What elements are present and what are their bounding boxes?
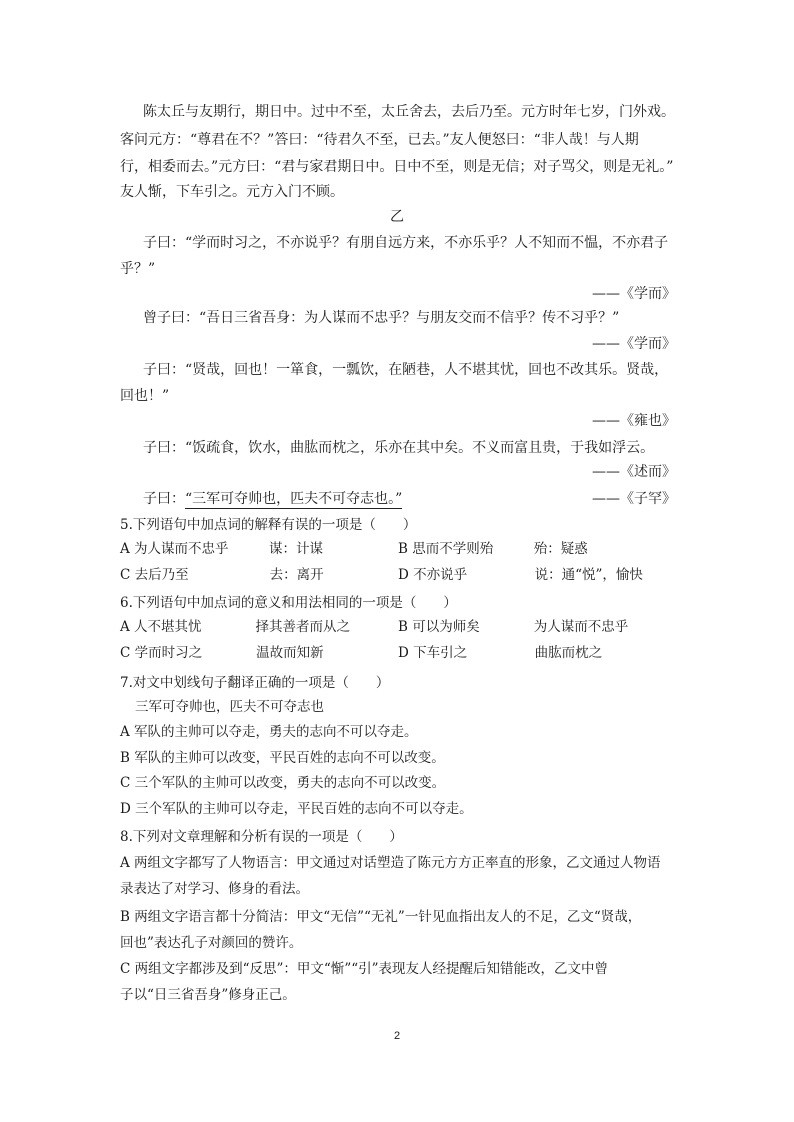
yi-passage-1-line-2: 乎？” <box>120 261 156 277</box>
yi-heading: 乙 <box>390 209 404 225</box>
jia-line-3: 行，相委而去。”元方曰：“君与家君期日中。日中不至，则是无信；对子骂父，则是无礼。” <box>120 159 674 175</box>
q5-stem: 5.下列语句中加点词的解释有误的一项是（ ） <box>120 517 417 533</box>
yi-last-line <box>143 489 402 509</box>
q7-option-c: C 三个军队的主帅可以改变，勇夫的志向不可以改变。 <box>120 775 446 791</box>
q7-option-d: D 三个军队的主帅可以夺走，平民百姓的志向不可以夺走。 <box>120 801 473 817</box>
yi-last-prefix: 子曰： <box>143 491 185 507</box>
q8-line-6: 子以“日三省吾身”修身正己。 <box>120 987 296 1003</box>
q7-stem: 7.对文中划线句子翻译正确的一项是（ ） <box>120 675 390 691</box>
yi-passage-2-line-1: 曾子曰：“吾日三省吾身：为人谋而不忠乎？与朋友交而不信乎？传不习乎？” <box>143 310 620 326</box>
q8-line-3: B 两组文字语言都十分简洁：甲文“无信”“无礼”一针见血指出友人的不足，乙文“贤哉， <box>120 909 642 925</box>
q7-option-a: A 军队的主帅可以夺走，勇夫的志向不可以夺走。 <box>120 724 418 740</box>
yi-passage-1-line-1: 子曰：“学而时习之，不亦说乎？有朋自远方来，不亦乐乎？人不知而不愠，不亦君子 <box>143 235 669 251</box>
q5-option-c: C 去后乃至 去：离开 <box>120 567 324 583</box>
q8-line-2: 录表达了对学习、修身的看法。 <box>120 881 309 897</box>
q6-option-c: C 学而时习之 温故而知新 <box>120 645 324 661</box>
q8-line-5: C 两组文字都涉及到“反思”：甲文“惭”“引”表现友人经提醒后知错能改，乙文中曾 <box>120 961 609 977</box>
q6-stem: 6.下列语句中加点词的意义和用法相同的一项是（ ） <box>120 595 457 611</box>
q5-option-b: B 思而不学则殆 殆：疑惑 <box>398 541 588 557</box>
jia-line-4: 友人惭，下车引之。元方入门不顾。 <box>120 184 344 200</box>
q5-option-a: A 为人谋而不忠乎 谋：计谋 <box>120 541 324 557</box>
yi-passage-3-line-2: 回也！” <box>120 388 170 404</box>
q8-line-1: A 两组文字都写了人物语言：甲文通过对话塑造了陈元方方正率直的形象，乙文通过人物语 <box>120 855 661 871</box>
q6-option-d: D 下车引之 曲肱而枕之 <box>398 645 603 661</box>
jia-line-1: 陈太丘与友期行，期日中。过中不至，太丘舍去，去后乃至。元方时年七岁，门外戏。 <box>143 104 675 120</box>
q8-stem: 8.下列对文章理解和分析有误的一项是（ ） <box>120 829 403 845</box>
jia-line-2: 客问元方：“尊君在不？”答曰：“待君久不至，已去。”友人便怒曰：“非人哉！与人期 <box>120 132 639 148</box>
q5-option-d: D 不亦说乎 说：通“悦”，愉快 <box>398 567 643 583</box>
yi-passage-4-source: ——《述而》 <box>592 464 676 480</box>
yi-passage-3-source: ——《雍也》 <box>592 413 676 429</box>
q6-option-a: A 人不堪其忧 择其善者而从之 <box>120 619 351 635</box>
yi-last-source: ——《子罕》 <box>592 491 676 507</box>
q7-option-b: B 军队的主帅可以改变，平民百姓的志向不可以改变。 <box>120 750 445 766</box>
underlined-sentence: “三军可夺帅也，匹夫不可夺志也。” <box>185 491 403 507</box>
yi-passage-1-source: ——《学而》 <box>592 286 676 302</box>
q8-line-4: 回也”表达孔子对颜回的赞许。 <box>120 935 303 951</box>
yi-passage-4-line-1: 子曰：“饭疏食，饮水，曲肱而枕之，乐亦在其中矣。不义而富且贵，于我如浮云。 <box>143 440 655 456</box>
page-number: 2 <box>393 1030 401 1042</box>
q7-sentence: 三军可夺帅也，匹夫不可夺志也 <box>135 699 324 715</box>
yi-passage-3-line-1: 子曰：“贤哉，回也！一箪食，一瓢饮，在陋巷，人不堪其忧，回也不改其乐。贤哉， <box>143 362 669 378</box>
q6-option-b: B 可以为师矣 为人谋而不忠乎 <box>398 619 629 635</box>
yi-passage-2-source: ——《学而》 <box>592 336 676 352</box>
